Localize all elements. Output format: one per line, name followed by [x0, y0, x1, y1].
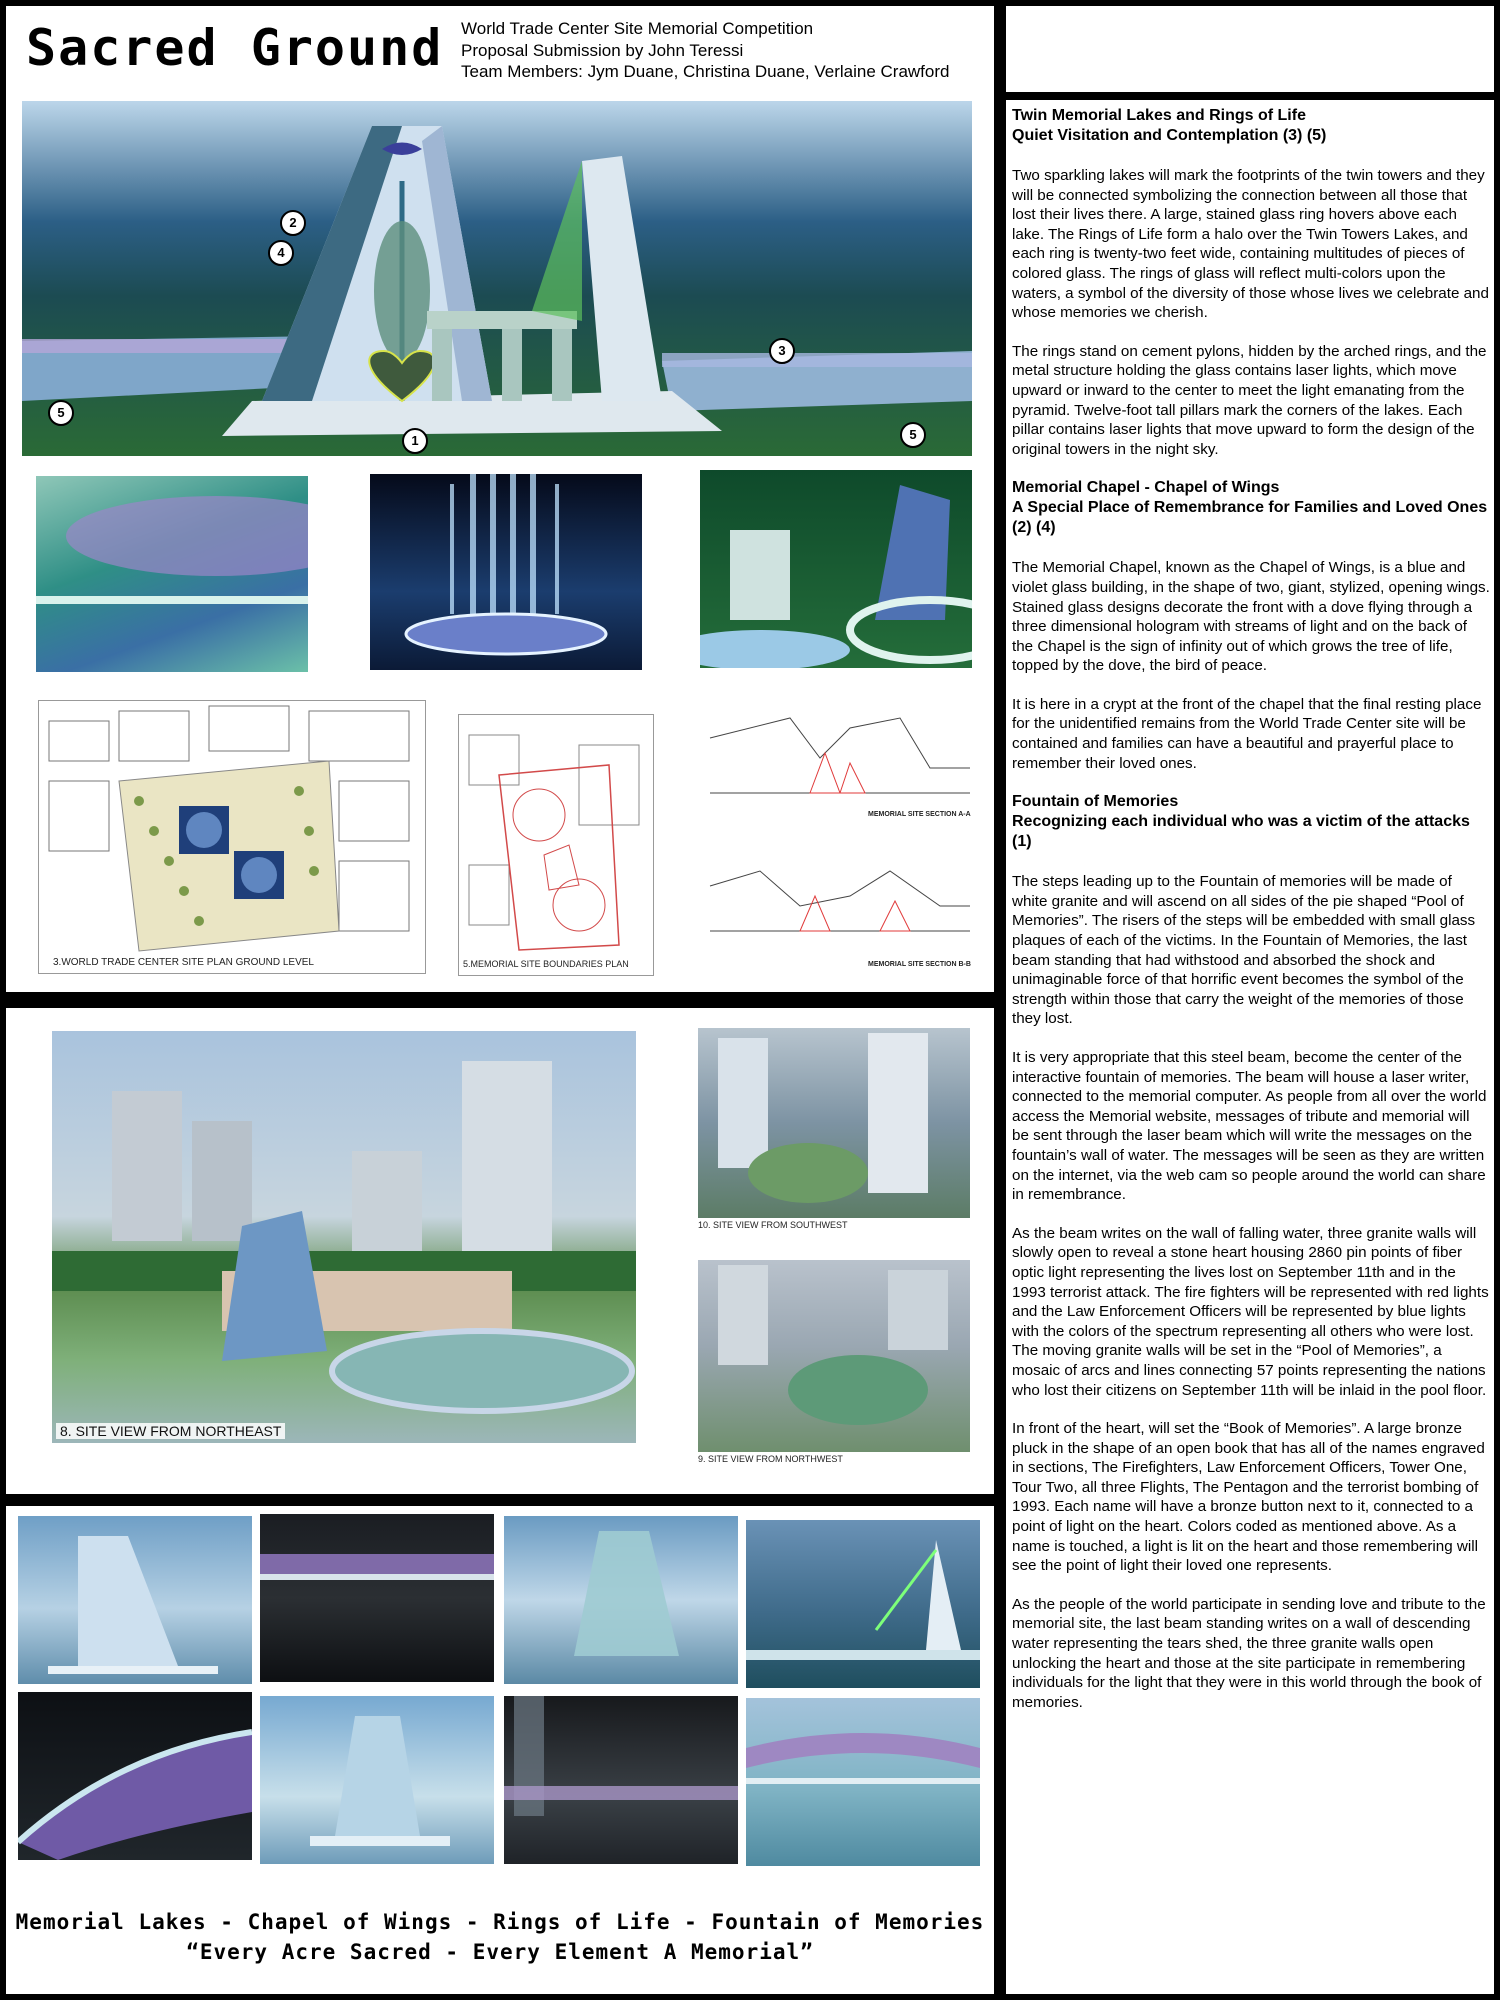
section-chapel-title: Memorial Chapel - Chapel of Wings [1012, 479, 1280, 497]
section-fountain-paragraph-1: The steps leading up to the Fountain of memories will be made of white granite and will ascend on all sides of the pie shaped “Pool of Memories”. The risers of the steps will be embedded with small glass plaques of each of the victims. In the Fountain of Memories, the last beam standing that had withstood and absorbed the shock and unimaginable force of that horrific event becomes the symbol of the strength within those that carry the weight of the memories of those they lost. [1012, 873, 1476, 1028]
hero-marker-2: 2 [280, 210, 306, 236]
site-view-southwest-render [698, 1028, 970, 1218]
gallery-chapel-front [260, 1696, 494, 1864]
section-chapel-paragraph-1: The Memorial Chapel, known as the Chapel of Wings, is a blue and violet glass building, in the shape of two, giant, stylized, opening wings. Stained glass designs decorate the front with a dove flying through a three dimensional hologram with streams of light and on the back of the Chapel is the sign of infinity out of which grows the tree of life, topped by the dove, the bird of peace. [1012, 559, 1490, 675]
site-view-northeast-caption: 8. SITE VIEW FROM NORTHEAST [56, 1423, 285, 1439]
gallery-ring-dark [260, 1514, 494, 1682]
middle-left-panel [6, 1008, 994, 1494]
gallery-chapel-glass [504, 1516, 738, 1684]
hero-marker-5-right: 5 [900, 422, 926, 448]
memorial-section-b [700, 846, 972, 981]
hero-marker-4: 4 [268, 240, 294, 266]
hero-marker-3: 3 [769, 338, 795, 364]
memorial-section-a [700, 698, 972, 833]
section-lakes-paragraph-1: Two sparkling lakes will mark the footprints of the twin towers and they will be connected symbolizing the connection between all those that lost their lives there. A large, stained glass ring hovers above each lake. The Rings of Life form a halo over the Twin Towers Lakes, and each ring is twenty-two feet wide, containing multitudes of pieces of colored glass. The rings of glass will reflect multi-colors upon the waters, a symbol of the diversity of those whose lives we celebrate and whose memories we cherish. [1012, 167, 1489, 322]
description-panel [1006, 100, 1494, 1994]
section-fountain-title: Fountain of Memories [1012, 793, 1179, 811]
render-chapel-aerial [700, 470, 972, 668]
footer-tagline-elements: Memorial Lakes - Chapel of Wings - Rings of Life - Fountain of Memories [15, 1910, 985, 1934]
hero-marker-5-left: 5 [48, 400, 74, 426]
gallery-ring-bridge [746, 1698, 980, 1866]
section-lakes-subtitle: Quiet Visitation and Contemplation (3) (5) [1012, 127, 1327, 144]
section-lakes-title: Twin Memorial Lakes and Rings of Life [1012, 107, 1306, 124]
section-fountain-paragraph-3: As the beam writes on the wall of falling water, three granite walls will slowly open to reveal a stone heart housing 2860 pin points of fiber optic light representing the lives lost on September 11th and in the 1993 terrorist attack. The fire fighters will be represented with red lights and the Law Enforcement Officers will be represented by blue lights with the colors of the spectrum representing all others who were lost. The moving granite walls will be set in the “Pool of Memories”, a mosaic of arcs and lines connecting 57 points representing the nations who lost their citizens on September 11th will be inlaid in the pool floor. [1012, 1224, 1489, 1399]
section-chapel-subtitle: A Special Place of Remembrance for Families and Loved Ones (2) (4) [1012, 499, 1488, 537]
gallery-ring-mosaic [18, 1692, 252, 1860]
hero-chapel-illustration [22, 101, 972, 456]
header-line-team: Team Members: Jym Duane, Christina Duane, Verlaine Crawford [461, 62, 950, 81]
gallery-chapel-lasers [746, 1520, 980, 1688]
poster-title: Sacred Ground [26, 19, 444, 77]
site-view-northwest-render [698, 1260, 970, 1452]
site-plan-caption: 3.WORLD TRADE CENTER SITE PLAN GROUND LEVEL [53, 957, 314, 968]
section-fountain-paragraph-2: It is very appropriate that this steel beam, become the center of the interactive fountain of memories. The beam will house a laser writer, connected to the memorial computer. As people from all over the world access the Memorial website, messages of tribute and memorial will be sent through the laser beam which will write the messages on the fountain’s wall of water. The messages will be seen as they are written on the internet, via the web cam so people around the world can share in remembrance. [1012, 1049, 1487, 1204]
hero-render [22, 101, 972, 456]
render-laser-ring-night [370, 474, 642, 670]
site-plan-ground-level [38, 700, 426, 974]
description-text [1012, 106, 1490, 1731]
site-view-northeast-render [52, 1031, 636, 1443]
header-line-proposal: Proposal Submission by John Teressi [461, 41, 744, 60]
top-left-panel [6, 6, 994, 992]
site-view-northwest-caption: 9. SITE VIEW FROM NORTHWEST [698, 1454, 843, 1464]
boundaries-plan-caption: 5.MEMORIAL SITE BOUNDARIES PLAN [463, 959, 629, 969]
section-fountain-subtitle: Recognizing each individual who was a victim of the attacks (1) [1012, 813, 1470, 851]
site-view-southwest-caption: 10. SITE VIEW FROM SOUTHWEST [698, 1220, 848, 1230]
top-right-blank-panel [1006, 6, 1494, 92]
section-chapel-paragraph-2: It is here in a crypt at the front of the chapel that the final resting place for the unidentified remains from the World Trade Center site will be contained and families can have a beautiful and prayerful place to remember their loved ones. [1012, 695, 1482, 772]
bottom-left-panel [6, 1506, 994, 1994]
section-a-caption: MEMORIAL SITE SECTION A-A [868, 811, 971, 818]
section-b-caption: MEMORIAL SITE SECTION B-B [868, 961, 971, 968]
memorial-boundaries-plan [458, 714, 654, 976]
render-ring-underside [36, 476, 308, 672]
footer-tagline-motto: “Every Acre Sacred - Every Element A Memorial” [186, 1940, 814, 1964]
section-fountain-paragraph-5: As the people of the world participate in sending love and tribute to the memorial site, the last beam standing writes on a wall of descending water representing the tears shed, the three granite walls open unlocking the heart and those at the site participate in remembering individuals for the light that they were in this world through the book of memories. [1012, 1595, 1486, 1711]
gallery-water-night [504, 1696, 738, 1864]
section-lakes-paragraph-2: The rings stand on cement pylons, hidden by the arched rings, and the metal structure holding the glass contains laser lights, which move upward or inward to the center to meet the light emanating from the pyramid. Twelve-foot tall pillars mark the corners of the lakes. Each pillar contains laser lights that move upward to form the design of the original towers in the night sky. [1012, 342, 1487, 458]
section-fountain-paragraph-4: In front of the heart, will set the “Book of Memories”. A large bronze pluck in the shape of an open book that has all of the names engraved in sections, The Firefighters, Law Enforcement Officers, Tower One, Tour Two, all three Flights, The Pentagon and the terrorist bombing of 1993. Each name will have a bronze button next to it, connected to a point of light on the heart. Colors coded as mentioned above. As a name is touched, a light is lit on the heart and those remembering will see the point of light their loved one represents. [1012, 1420, 1485, 1575]
hero-marker-1: 1 [402, 428, 428, 454]
header-line-competition: World Trade Center Site Memorial Competition [461, 19, 814, 38]
gallery-chapel-day [18, 1516, 252, 1684]
